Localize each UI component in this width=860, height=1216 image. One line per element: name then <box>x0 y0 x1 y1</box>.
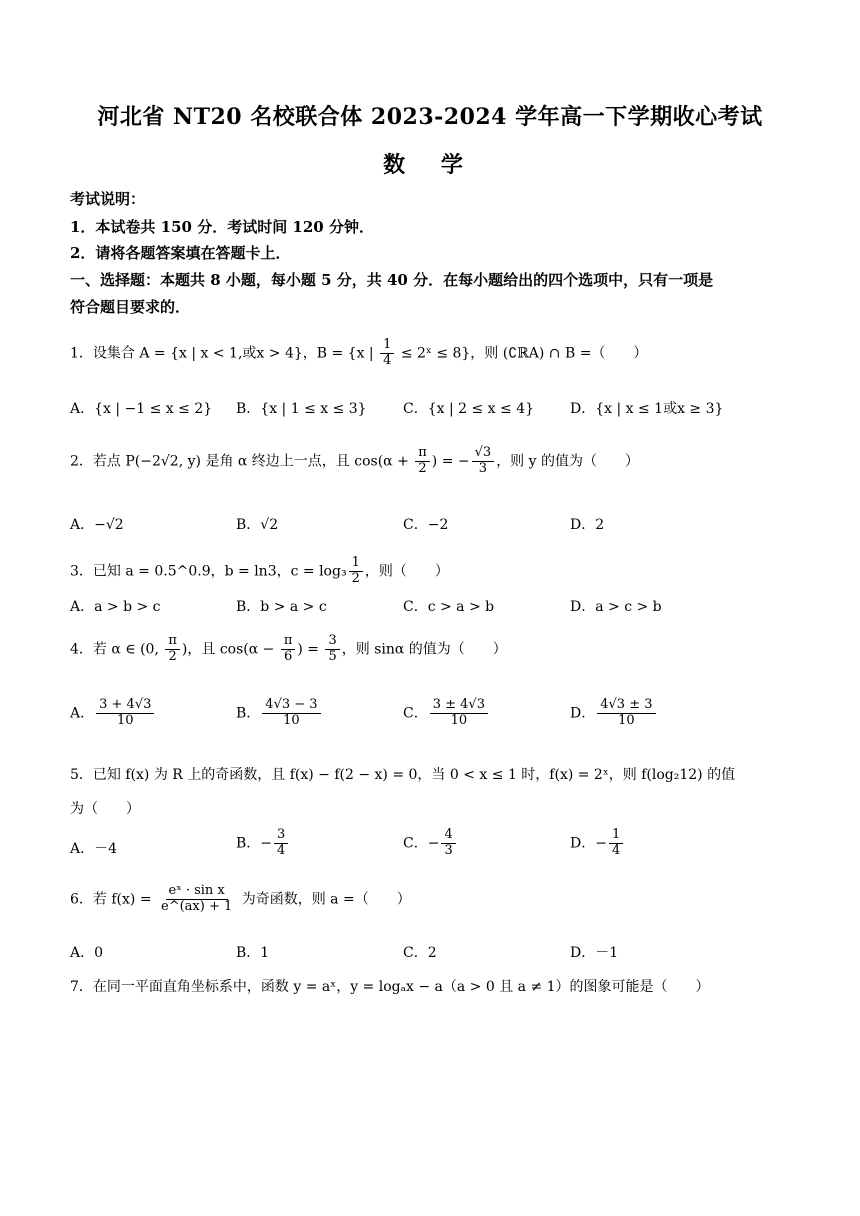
q5-option-a: A．－4 <box>70 841 118 857</box>
q4-option-a: A． $\frac{3 + 4√3}{10}$ <box>70 698 156 729</box>
q4-option-c: C． $\frac{3 \pm 4√3}{10}$ <box>403 698 490 729</box>
question-2: 2．若点 P(−2√2, y) 是角 α 终边上一点，且 cos(α + $\frac{\pi}{2}$ ) = − $\frac{√3}{3}$ ，则 y 的值为（ ） <box>70 445 639 476</box>
q5-option-d: D．− $\frac{1}{4}$ <box>570 828 625 859</box>
q1-option-c: C．{x | 2 ≤ x ≤ 4} <box>403 401 535 417</box>
question-7: 7．在同一平面直角坐标系中，函数 y = aˣ，y = logₐx − a（a > 0 且 a ≠ 1）的图象可能是（ ） <box>70 979 710 995</box>
q5-option-c: C．− $\frac{4}{3}$ <box>403 828 458 859</box>
q2-option-b: B．√2 <box>236 517 279 533</box>
q5-option-b: B．− $\frac{3}{4}$ <box>236 828 290 859</box>
q6-option-d: D．－1 <box>570 945 619 961</box>
q3-option-b: B．b > a > c <box>236 599 327 615</box>
question-4: 4．若 α ∈ (0, $\frac{\pi}{2}$ )，且 cos(α − $\frac{\pi}{6}$ ) = $\frac{3}{5}$ ，则 sinα 的值为（ ） <box>70 633 507 664</box>
instruction-item-1: 1．本试卷共 150 分．考试时间 120 分钟． <box>70 218 374 236</box>
q2-option-c: C．−2 <box>403 517 449 533</box>
q6-option-c: C．2 <box>403 945 437 961</box>
question-5-line1: 5．已知 f(x) 为 R 上的奇函数，且 f(x) − f(2 − x) = 0，当 0 < x ≤ 1 时，f(x) = 2ˣ，则 f(log₂12) 的值 <box>70 767 736 783</box>
exam-title: 河北省 NT20 名校联合体 2023-2024 学年高一下学期收心考试 <box>97 104 763 130</box>
q3-option-a: A．a > b > c <box>70 599 161 615</box>
exam-subject: 数 学 <box>383 152 477 178</box>
q4-option-d: D． $\frac{4√3 \pm 3}{10}$ <box>570 698 658 729</box>
q6-option-b: B．1 <box>236 945 270 961</box>
q2-option-d: D．2 <box>570 517 605 533</box>
question-1: 1．设集合 A = {x | x < 1,或x > 4}，B = {x | $\frac{1}{4}$ ≤ 2ˣ ≤ 8}，则 (∁ℝA) ∩ B =（ ） <box>70 337 648 368</box>
q6-option-a: A．0 <box>70 945 104 961</box>
section-1-heading-line2: 符合题目要求的． <box>70 298 191 316</box>
q1-option-d: D．{x | x ≤ 1或x ≥ 3} <box>570 401 724 417</box>
q1-option-b: B．{x | 1 ≤ x ≤ 3} <box>236 401 367 417</box>
section-1-heading-line1: 一、选择题：本题共 8 小题，每小题 5 分，共 40 分．在每小题给出的四个选项中，只有一项是 <box>70 271 714 289</box>
instructions-heading: 考试说明： <box>70 190 146 208</box>
q3-option-d: D．a > c > b <box>570 599 662 615</box>
question-3: 3．已知 a = 0.5^0.9，b = ln3，c = log₃ $\frac{1}{2}$ ，则（ ） <box>70 555 449 586</box>
question-6: 6．若 f(x) = $\frac{\text{eˣ · sin x}}{e\^{}(ax) + 1}$ 为奇函数，则 a =（ ） <box>70 883 411 914</box>
q3-option-c: C．c > a > b <box>403 599 495 615</box>
question-5-line2: 为（ ） <box>70 801 140 817</box>
q1-option-a: A．{x | −1 ≤ x ≤ 2} <box>70 401 213 417</box>
instruction-item-2: 2．请将各题答案填在答题卡上． <box>70 244 291 262</box>
q4-option-b: B． $\frac{4√3 - 3}{10}$ <box>236 698 323 729</box>
q2-option-a: A．−√2 <box>70 517 124 533</box>
